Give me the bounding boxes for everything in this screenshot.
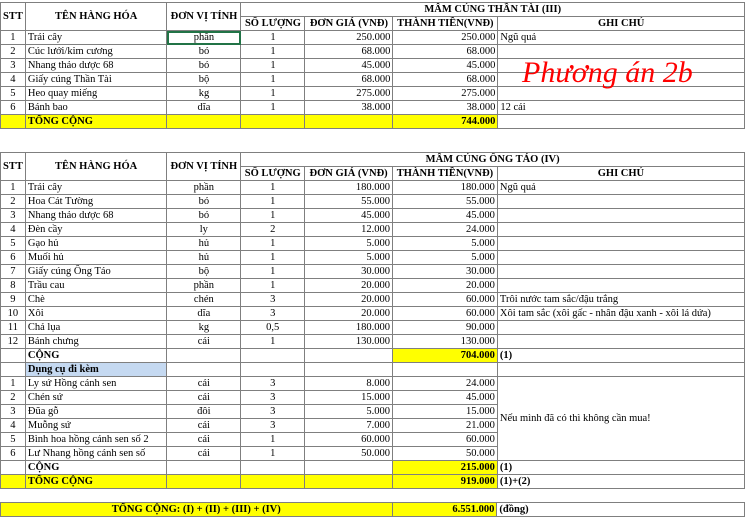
cell-qty[interactable]: 1 xyxy=(241,335,305,349)
cell-name[interactable]: Hoa Cát Tường xyxy=(25,195,167,209)
cell-amount[interactable]: 24.000 xyxy=(393,223,498,237)
cell-qty[interactable]: 3 xyxy=(241,391,305,405)
cell-amount[interactable]: 24.000 xyxy=(393,377,498,391)
cell-unit[interactable]: kg xyxy=(167,87,241,101)
cell-stt[interactable]: 9 xyxy=(1,293,26,307)
cell-price[interactable]: 68.000 xyxy=(305,45,393,59)
cell-stt[interactable]: 7 xyxy=(1,265,26,279)
cell-name[interactable]: Gạo hủ xyxy=(25,237,167,251)
cell-amount[interactable]: 60.000 xyxy=(393,433,498,447)
cell-note[interactable]: Trôi nước tam sắc/đậu trắng xyxy=(497,293,744,307)
cell-qty[interactable]: 1 xyxy=(241,279,305,293)
cell-price[interactable]: 8.000 xyxy=(305,377,393,391)
total-value[interactable]: 919.000 xyxy=(393,475,498,489)
table-row[interactable] xyxy=(1,237,745,251)
table-row[interactable] xyxy=(1,293,745,307)
cell-stt[interactable]: 10 xyxy=(1,307,26,321)
cell-price[interactable]: 20.000 xyxy=(305,279,393,293)
cell-amount[interactable]: 5.000 xyxy=(393,237,498,251)
cell-name[interactable]: Trầu cau xyxy=(25,279,167,293)
cell-amount[interactable]: 55.000 xyxy=(393,195,498,209)
header-qty: SỐ LƯỢNG xyxy=(241,167,305,181)
cell-price[interactable]: 50.000 xyxy=(305,447,393,461)
cell-qty[interactable]: 3 xyxy=(241,293,305,307)
grand-total-value[interactable]: 6.551.000 xyxy=(392,503,497,517)
header-price: ĐƠN GIÁ (VNĐ) xyxy=(305,17,393,31)
table-row[interactable] xyxy=(1,223,745,237)
header-amount: THÀNH TIỀN(VNĐ) xyxy=(393,17,498,31)
total-label[interactable]: TỔNG CỘNG xyxy=(25,115,167,129)
cell-note[interactable] xyxy=(497,237,744,251)
grand-total-row[interactable] xyxy=(1,503,745,517)
cell-empty[interactable] xyxy=(393,363,498,377)
cell-note[interactable] xyxy=(497,223,744,237)
header-price: ĐƠN GIÁ (VNĐ) xyxy=(305,167,393,181)
table-row[interactable] xyxy=(1,279,745,293)
cell-note[interactable] xyxy=(497,279,744,293)
cell-note[interactable] xyxy=(497,209,744,223)
cell-amount[interactable]: 15.000 xyxy=(393,405,498,419)
cell-amount[interactable]: 90.000 xyxy=(393,321,498,335)
cell-amount[interactable]: 38.000 xyxy=(393,101,498,115)
cell-stt[interactable]: 11 xyxy=(1,321,26,335)
cell-price[interactable]: 275.000 xyxy=(305,87,393,101)
cell-unit[interactable]: chén xyxy=(167,293,241,307)
cell-price[interactable]: 38.000 xyxy=(305,101,393,115)
cell-empty[interactable] xyxy=(167,461,241,475)
subtotal-value[interactable]: 704.000 xyxy=(393,349,498,363)
cell-amount[interactable]: 45.000 xyxy=(393,391,498,405)
cell-unit[interactable]: phần xyxy=(167,181,241,195)
cell-qty[interactable]: 0,5 xyxy=(241,321,305,335)
cell-amount[interactable]: 60.000 xyxy=(393,293,498,307)
table-mam-cung-ong-tao xyxy=(0,152,745,489)
cell-empty[interactable] xyxy=(305,363,393,377)
cell-note[interactable]: Xôi tam sắc (xôi gấc - nhân đậu xanh - xôi lá dứa) xyxy=(497,307,744,321)
cell-stt[interactable]: 4 xyxy=(1,73,26,87)
cell-stt[interactable]: 5 xyxy=(1,87,26,101)
cell-empty[interactable] xyxy=(1,363,26,377)
cell-empty[interactable] xyxy=(167,349,241,363)
cell-price[interactable]: 45.000 xyxy=(305,209,393,223)
cell-unit[interactable]: dĩa xyxy=(167,101,241,115)
cell-unit[interactable]: cái xyxy=(167,377,241,391)
cell-unit[interactable]: hủ xyxy=(167,237,241,251)
cell-price[interactable]: 68.000 xyxy=(305,73,393,87)
cell-price[interactable]: 130.000 xyxy=(305,335,393,349)
cell-qty[interactable]: 1 xyxy=(241,237,305,251)
cell-price[interactable]: 180.000 xyxy=(305,181,393,195)
cell-price[interactable]: 30.000 xyxy=(305,265,393,279)
cell-name[interactable]: Nhang thảo dược 68 xyxy=(25,59,167,73)
cell-stt[interactable]: 4 xyxy=(1,419,26,433)
cell-price[interactable]: 12.000 xyxy=(305,223,393,237)
cell-price[interactable]: 45.000 xyxy=(305,59,393,73)
cell-unit[interactable]: đôi xyxy=(167,405,241,419)
cell-amount[interactable]: 60.000 xyxy=(393,307,498,321)
cell-name[interactable]: Trái cây xyxy=(25,31,167,45)
total-row[interactable] xyxy=(1,115,745,129)
cell-note[interactable]: Ngũ quả xyxy=(497,181,744,195)
cell-stt[interactable]: 3 xyxy=(1,405,26,419)
cell-price[interactable]: 55.000 xyxy=(305,195,393,209)
cell-unit[interactable]: cái xyxy=(167,335,241,349)
cell-name[interactable]: Cúc lưới/kim cương xyxy=(25,45,167,59)
cell-qty[interactable]: 3 xyxy=(241,405,305,419)
cell-name[interactable]: Xôi xyxy=(25,307,167,321)
cell-stt[interactable]: 1 xyxy=(1,377,26,391)
cell-qty[interactable]: 3 xyxy=(241,377,305,391)
header-group: MÂM CÚNG THẦN TÀI (III) xyxy=(241,3,745,17)
cell-note[interactable] xyxy=(497,195,744,209)
cell-empty[interactable] xyxy=(241,115,305,129)
header-group: MÂM CÚNG ÔNG TÁO (IV) xyxy=(241,153,745,167)
cell-name[interactable]: Bánh bao xyxy=(25,101,167,115)
tools-label[interactable]: Dụng cụ đi kèm xyxy=(25,363,167,377)
cell-amount[interactable]: 45.000 xyxy=(393,59,498,73)
cell-amount[interactable]: 5.000 xyxy=(393,251,498,265)
cell-amount[interactable]: 21.000 xyxy=(393,419,498,433)
header-note: GHI CHÚ xyxy=(497,167,744,181)
cell-qty[interactable]: 3 xyxy=(241,307,305,321)
cell-amount[interactable]: 45.000 xyxy=(393,209,498,223)
cell-empty[interactable] xyxy=(305,475,393,489)
cell-empty[interactable] xyxy=(167,115,241,129)
grand-total-unit[interactable]: (đồng) xyxy=(497,503,745,517)
total-row[interactable] xyxy=(1,475,745,489)
table-row[interactable] xyxy=(1,195,745,209)
tools-subtotal-row[interactable] xyxy=(1,461,745,475)
cell-note[interactable] xyxy=(497,321,744,335)
total-value[interactable]: 744.000 xyxy=(393,115,498,129)
cell-qty[interactable]: 1 xyxy=(241,73,305,87)
cell-empty[interactable] xyxy=(498,115,745,129)
cell-name[interactable]: Chè xyxy=(25,293,167,307)
cell-amount[interactable]: 20.000 xyxy=(393,279,498,293)
cell-price[interactable]: 60.000 xyxy=(305,433,393,447)
table-row[interactable] xyxy=(1,101,745,115)
header-note: GHI CHÚ xyxy=(498,17,745,31)
table-row[interactable] xyxy=(1,307,745,321)
cell-stt[interactable]: 5 xyxy=(1,237,26,251)
subtotal-note[interactable]: (1) xyxy=(497,349,744,363)
cell-price[interactable]: 7.000 xyxy=(305,419,393,433)
cell-price[interactable]: 20.000 xyxy=(305,307,393,321)
cell-name[interactable]: Lư Nhang hồng cánh sen số xyxy=(25,447,167,461)
cell-qty[interactable]: 1 xyxy=(241,181,305,195)
cell-amount[interactable]: 50.000 xyxy=(393,447,498,461)
cell-price[interactable]: 15.000 xyxy=(305,391,393,405)
cell-empty[interactable] xyxy=(497,363,744,377)
cell-unit[interactable]: bó xyxy=(167,45,241,59)
cell-note[interactable] xyxy=(497,251,744,265)
cell-stt[interactable]: 5 xyxy=(1,433,26,447)
cell-name[interactable]: Heo quay miếng xyxy=(25,87,167,101)
cell-stt[interactable]: 1 xyxy=(1,181,26,195)
cell-name[interactable]: Ly sứ Hồng cánh sen xyxy=(25,377,167,391)
cell-stt[interactable]: 3 xyxy=(1,209,26,223)
cell-unit[interactable]: bó xyxy=(167,59,241,73)
cell-unit[interactable]: bộ xyxy=(167,265,241,279)
cell-amount[interactable]: 180.000 xyxy=(393,181,498,195)
cell-name[interactable]: Chả lụa xyxy=(25,321,167,335)
cell-stt[interactable]: 2 xyxy=(1,391,26,405)
cell-qty[interactable]: 1 xyxy=(241,447,305,461)
cell-empty[interactable] xyxy=(305,461,393,475)
cell-note[interactable]: Ngũ quả xyxy=(498,31,745,45)
cell-unit[interactable]: cái xyxy=(167,391,241,405)
cell-unit[interactable]: dĩa xyxy=(167,307,241,321)
cell-name[interactable]: Bình hoa hồng cánh sen số 2 xyxy=(25,433,167,447)
cell-empty[interactable] xyxy=(305,115,393,129)
total-note[interactable]: (1)+(2) xyxy=(497,475,744,489)
cell-qty[interactable]: 1 xyxy=(241,87,305,101)
header-amount: THÀNH TIỀN(VNĐ) xyxy=(393,167,498,181)
cell-unit[interactable]: bộ xyxy=(167,73,241,87)
cell-name[interactable]: Muỗng sứ xyxy=(25,419,167,433)
table-row[interactable] xyxy=(1,335,745,349)
grand-total-label[interactable]: TỔNG CỘNG: (I) + (II) + (III) + (IV) xyxy=(1,503,393,517)
cell-unit[interactable]: kg xyxy=(167,321,241,335)
cell-qty[interactable]: 1 xyxy=(241,195,305,209)
cell-qty[interactable]: 1 xyxy=(241,101,305,115)
cell-empty[interactable] xyxy=(241,349,305,363)
cell-qty[interactable]: 1 xyxy=(241,433,305,447)
cell-name[interactable]: Giấy cúng Ông Táo xyxy=(25,265,167,279)
table-row[interactable] xyxy=(1,31,745,45)
header-name: TÊN HÀNG HÓA xyxy=(25,153,167,181)
cell-stt[interactable]: 4 xyxy=(1,223,26,237)
cell-qty[interactable]: 3 xyxy=(241,419,305,433)
cell-note[interactable] xyxy=(497,335,744,349)
tools-subtotal-note[interactable]: (1) xyxy=(497,461,744,475)
cell-price[interactable]: 250.000 xyxy=(305,31,393,45)
cell-unit[interactable]: bó xyxy=(167,195,241,209)
cell-price[interactable]: 5.000 xyxy=(305,405,393,419)
cell-empty[interactable] xyxy=(241,363,305,377)
cell-name[interactable]: Trái cây xyxy=(25,181,167,195)
cell-amount[interactable]: 68.000 xyxy=(393,73,498,87)
cell-empty[interactable] xyxy=(1,475,26,489)
cell-empty[interactable] xyxy=(167,475,241,489)
cell-name[interactable]: Chén sứ xyxy=(25,391,167,405)
header-stt: STT xyxy=(1,3,26,31)
cell-price[interactable]: 180.000 xyxy=(305,321,393,335)
cell-qty[interactable]: 1 xyxy=(241,45,305,59)
cell-empty[interactable] xyxy=(241,461,305,475)
table-row[interactable] xyxy=(1,209,745,223)
cell-unit-selected[interactable]: phần xyxy=(167,31,241,45)
cell-stt[interactable]: 2 xyxy=(1,195,26,209)
tools-subtotal-label[interactable]: CỘNG xyxy=(25,461,167,475)
cell-price[interactable]: 20.000 xyxy=(305,293,393,307)
grand-total-table xyxy=(0,502,745,517)
cell-empty[interactable] xyxy=(241,475,305,489)
cell-qty[interactable]: 1 xyxy=(241,251,305,265)
cell-stt[interactable]: 1 xyxy=(1,31,26,45)
cell-unit[interactable]: bó xyxy=(167,209,241,223)
cell-qty[interactable]: 1 xyxy=(241,59,305,73)
cell-amount[interactable]: 250.000 xyxy=(393,31,498,45)
subtotal-label[interactable]: CỘNG xyxy=(25,349,167,363)
subtotal-row[interactable] xyxy=(1,349,745,363)
tool-row[interactable] xyxy=(1,377,745,391)
table-row[interactable] xyxy=(1,251,745,265)
cell-price[interactable]: 5.000 xyxy=(305,251,393,265)
cell-unit[interactable]: cái xyxy=(167,447,241,461)
total-label[interactable]: TỔNG CỘNG xyxy=(25,475,167,489)
cell-amount[interactable]: 130.000 xyxy=(393,335,498,349)
table-row[interactable] xyxy=(1,265,745,279)
cell-empty[interactable] xyxy=(305,349,393,363)
cell-qty[interactable]: 2 xyxy=(241,223,305,237)
header-name: TÊN HÀNG HÓA xyxy=(25,3,167,31)
cell-name[interactable]: Giấy cúng Thần Tài xyxy=(25,73,167,87)
cell-stt[interactable]: 12 xyxy=(1,335,26,349)
cell-stt[interactable]: 2 xyxy=(1,45,26,59)
header-unit: ĐƠN VỊ TÍNH xyxy=(167,3,241,31)
cell-stt[interactable]: 6 xyxy=(1,447,26,461)
header-stt: STT xyxy=(1,153,26,181)
cell-unit[interactable]: cái xyxy=(167,433,241,447)
cell-qty[interactable]: 1 xyxy=(241,209,305,223)
header-unit: ĐƠN VỊ TÍNH xyxy=(167,153,241,181)
cell-unit[interactable]: cái xyxy=(167,419,241,433)
cell-qty[interactable]: 1 xyxy=(241,265,305,279)
cell-note[interactable] xyxy=(497,265,744,279)
cell-name[interactable]: Đũa gỗ xyxy=(25,405,167,419)
cell-name[interactable]: Muối hủ xyxy=(25,251,167,265)
cell-note[interactable]: 12 cái xyxy=(498,101,745,115)
cell-unit[interactable]: phần xyxy=(167,279,241,293)
cell-amount[interactable]: 30.000 xyxy=(393,265,498,279)
table-row[interactable] xyxy=(1,321,745,335)
tools-subtotal-value[interactable]: 215.000 xyxy=(393,461,498,475)
tools-note[interactable]: Nếu mình đã có thì không cần mua! xyxy=(497,377,744,461)
cell-empty[interactable] xyxy=(1,115,26,129)
cell-stt[interactable]: 8 xyxy=(1,279,26,293)
cell-stt[interactable]: 6 xyxy=(1,251,26,265)
cell-unit[interactable]: ly xyxy=(167,223,241,237)
cell-price[interactable]: 5.000 xyxy=(305,237,393,251)
cell-amount[interactable]: 68.000 xyxy=(393,45,498,59)
cell-name[interactable]: Đèn cầy xyxy=(25,223,167,237)
cell-amount[interactable]: 275.000 xyxy=(393,87,498,101)
cell-name[interactable]: Bánh chưng xyxy=(25,335,167,349)
cell-name[interactable]: Nhang thảo dược 68 xyxy=(25,209,167,223)
cell-qty[interactable]: 1 xyxy=(241,31,305,45)
cell-stt[interactable]: 3 xyxy=(1,59,26,73)
plan-watermark: Phương án 2b xyxy=(522,56,693,89)
table-row[interactable] xyxy=(1,181,745,195)
cell-empty[interactable] xyxy=(167,363,241,377)
cell-empty[interactable] xyxy=(1,349,26,363)
cell-empty[interactable] xyxy=(1,461,26,475)
header-qty: SỐ LƯỢNG xyxy=(241,17,305,31)
cell-stt[interactable]: 6 xyxy=(1,101,26,115)
cell-unit[interactable]: hủ xyxy=(167,251,241,265)
tools-header-row[interactable] xyxy=(1,363,745,377)
